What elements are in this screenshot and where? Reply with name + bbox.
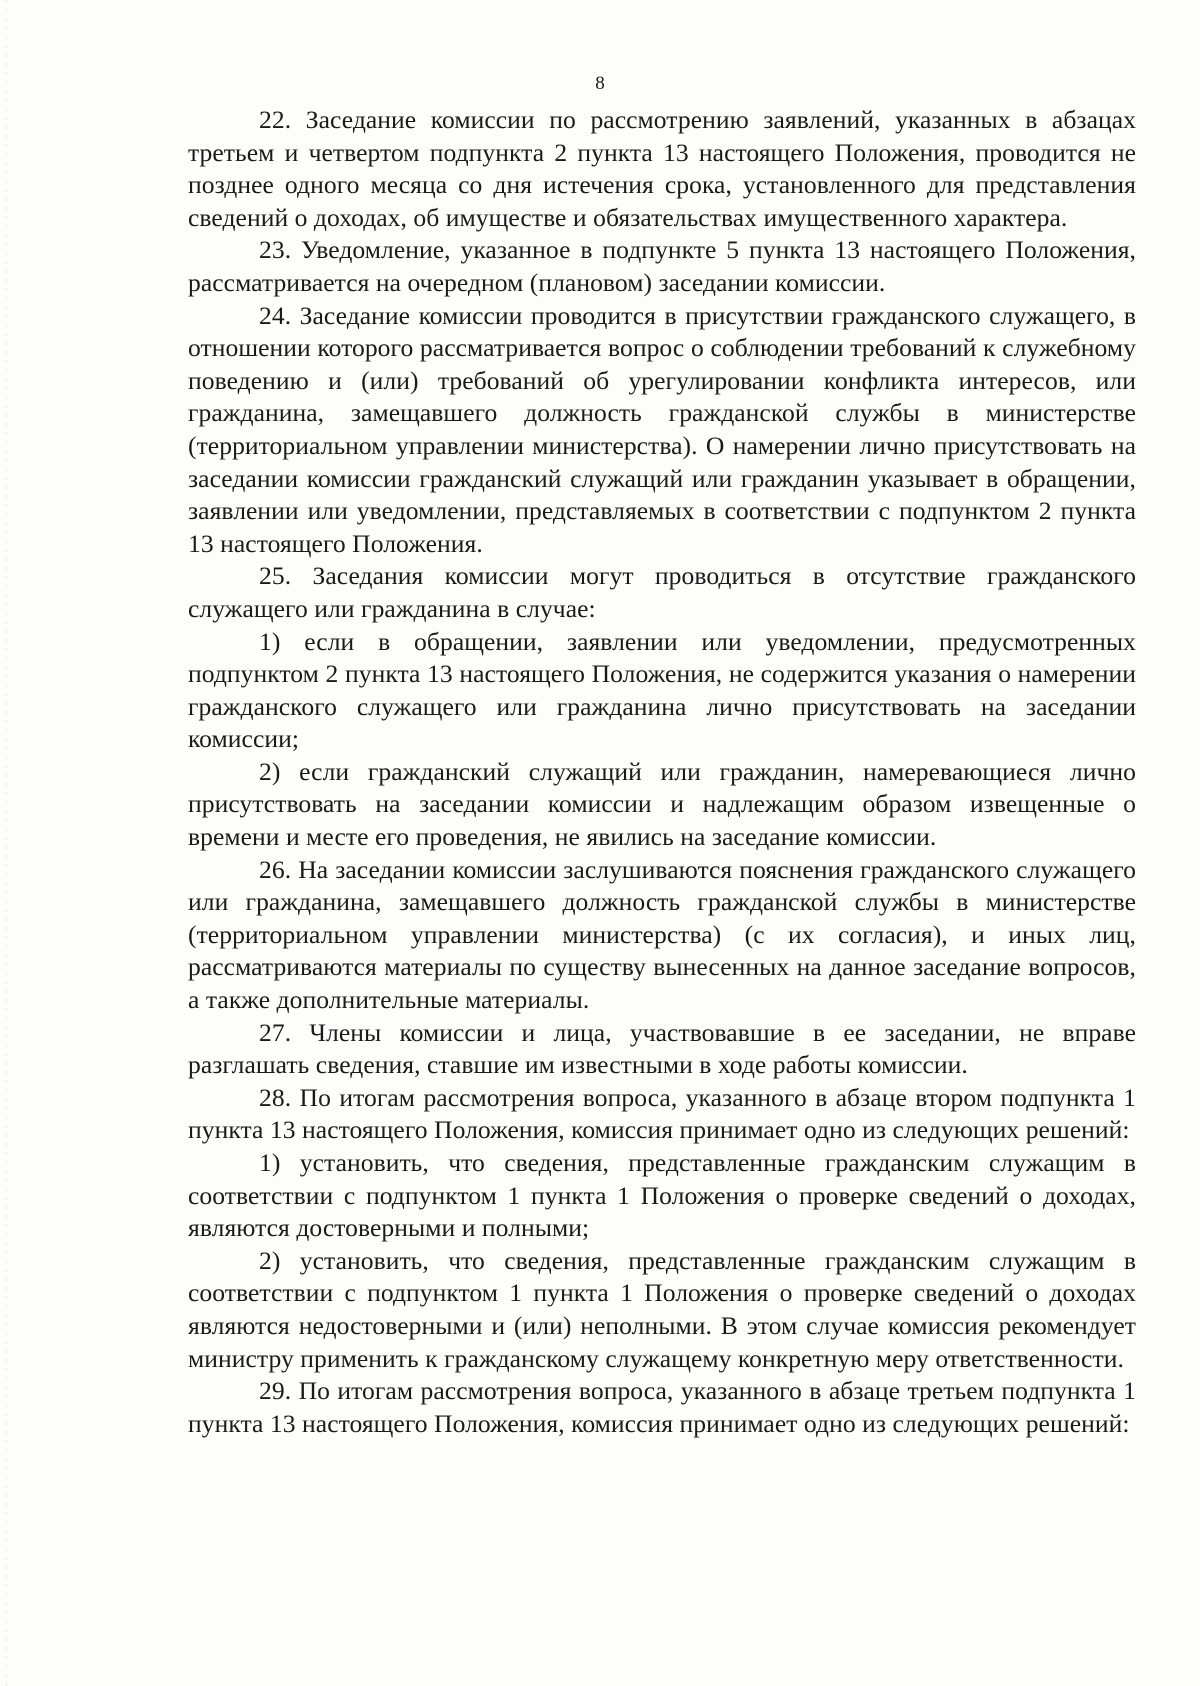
- scan-edge-artifact: [6, 0, 7, 1686]
- paragraph-23: 23. Уведомление, указанное в подпункте 5 пункта 13 настоящего Положения, рассматривается на очередном (плановом) заседании комиссии.: [188, 235, 1136, 297]
- page-number: 8: [595, 73, 605, 94]
- document-body: [188, 104, 1136, 1440]
- paragraph-24: 24. Заседание комиссии проводится в присутствии гражданского служащего, в отношении которого рассматривается вопрос о соблюдении требований к служебному поведению и (или) требований об урегулировании конфликта интересов, или гражданина, замещавшего должность гражданской службы в министерстве (территориальном управлении министерства). О намерении лично присутствовать на заседании комиссии гражданский служащий или гражданин указывает в обращении, заявлении или уведомлении, представляемых в соответствии с подпунктом 2 пункта 13 настоящего Положения.: [188, 300, 1136, 558]
- paragraph-27: 27. Члены комиссии и лица, участвовавшие в ее заседании, не вправе разглашать сведения, ставшие им известными в ходе работы комиссии.: [188, 1017, 1136, 1080]
- paragraph-28-item-1: 1) установить, что сведения, представленные гражданским служащим в соответствии с подпунктом 1 пункта 1 Положения о проверке сведений о доходах, являются достоверными и полными;: [188, 1148, 1136, 1243]
- paragraph-25-item-1: 1) если в обращении, заявлении или уведомлении, предусмотренных подпунктом 2 пункта 13 настоящего Положения, не содержится указания о намерении гражданского служащего или гражданина лично присутствовать на заседании комиссии;: [188, 626, 1136, 754]
- paragraph-25: 25. Заседания комиссии могут проводиться в отсутствие гражданского служащего или гражданина в случае:: [188, 561, 1136, 623]
- paragraph-22: 22. Заседание комиссии по рассмотрению заявлений, указанных в абзацах третьем и четвертом подпункта 2 пункта 13 настоящего Положения, проводится не позднее одного месяца со дня истечения срока, установленного для представления сведений о доходах, об имуществе и обязательствах имущественного характера.: [188, 105, 1136, 232]
- paragraph-29: 29. По итогам рассмотрения вопроса, указанного в абзаце третьем подпункта 1 пункта 13 настоящего Положения, комиссия принимает одно из следующих решений:: [188, 1376, 1136, 1438]
- paragraph-28-item-2: 2) установить, что сведения, представленные гражданским служащим в соответствии с подпунктом 1 пункта 1 Положения о проверке сведений о доходах являются недостоверными и (или) неполными. В этом случае комиссия рекомендует министру применить к гражданскому служащему конкретную меру ответственности.: [188, 1245, 1136, 1373]
- paragraph-25-item-2: 2) если гражданский служащий или гражданин, намеревающиеся лично присутствовать на заседании комиссии и надлежащим образом извещенные о времени и месте его проведения, не явились на заседание комиссии.: [188, 756, 1136, 852]
- paragraph-28: 28. По итогам рассмотрения вопроса, указанного в абзаце втором подпункта 1 пункта 13 настоящего Положения, комиссия принимает одно из следующих решений:: [188, 1082, 1136, 1145]
- paragraph-26: 26. На заседании комиссии заслушиваются пояснения гражданского служащего или гражданина, замещавшего должность гражданской службы в министерстве (территориальном управлении министерства) (с их согласия), и иных лиц, рассматриваются материалы по существу вынесенных на данное заседание вопросов, а также дополнительные материалы.: [188, 854, 1136, 1015]
